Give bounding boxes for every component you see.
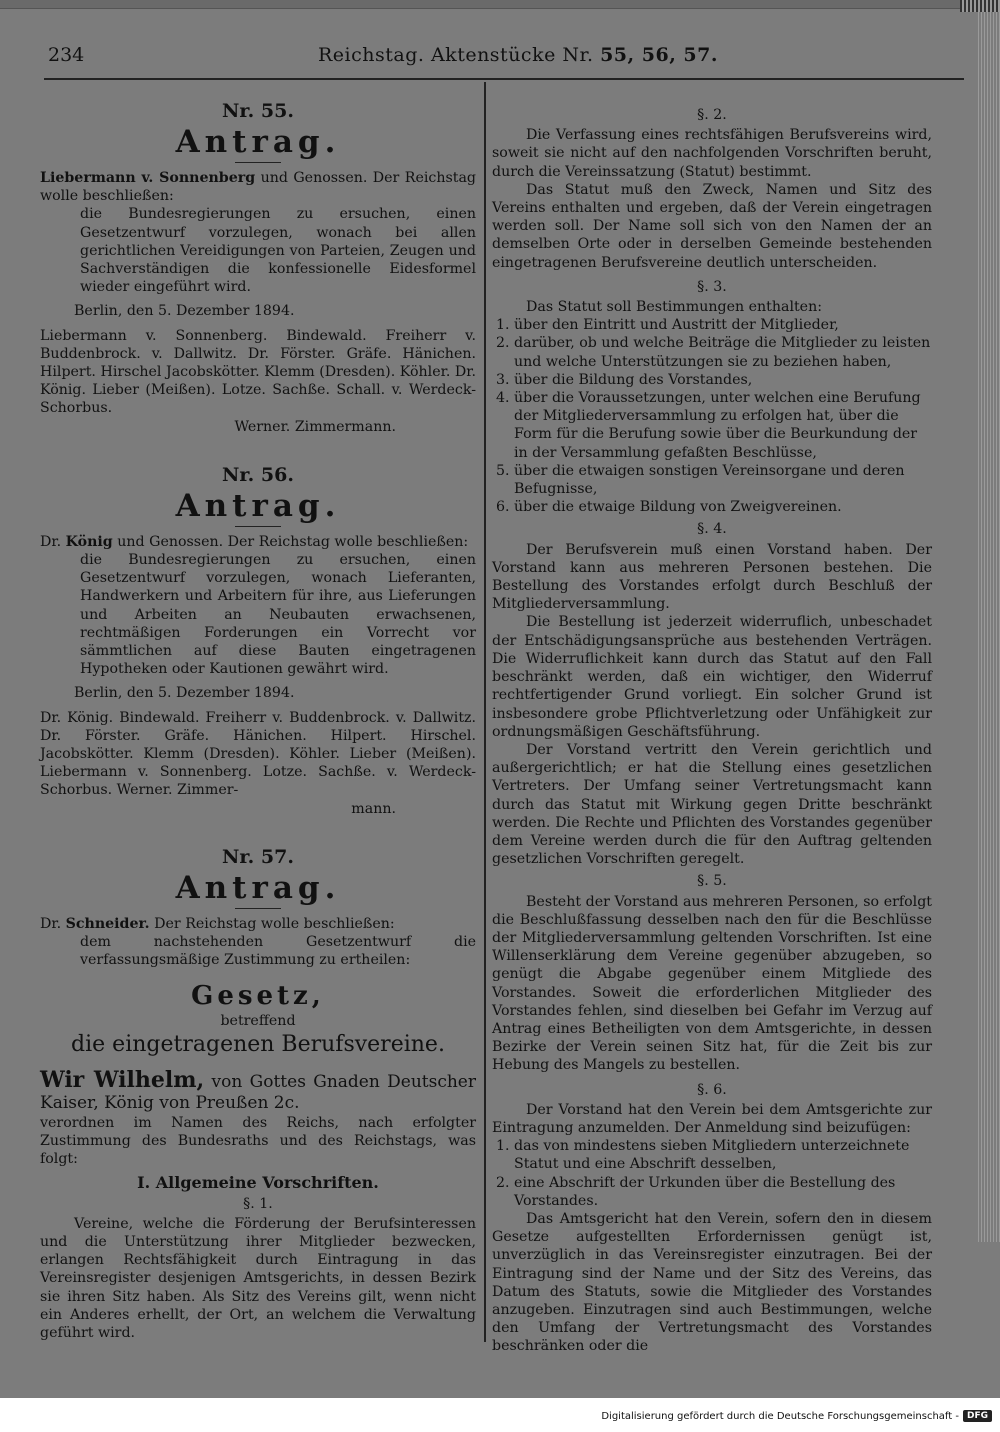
doc57-body: dem nachstehenden Gesetzentwurf die verfassungsmäßige Zustimmung zu ertheilen: (80, 934, 476, 969)
paragraph-1-heading: §. 1. (243, 1195, 273, 1212)
doc56-author: König (65, 533, 113, 550)
list-item: 1. das von mindestens sieben Mitgliedern unterzeichnete Statut und eine Abschrift desselben, (496, 1138, 910, 1173)
paragraph-3-intro: Das Statut soll Bestimmungen enthalten: (526, 299, 822, 316)
paragraph-4c: Der Vorstand vertritt den Verein gerichtlich und außergerichtlich; er hat die Stellung eines gesetzlichen Vertreters. Der Umfang seiner Vertretungsmacht kann durch das Statut mit Wirkung gegen Dritte beschränkt werden. Die Rechte und Pflichten des Vorstandes gegenüber dem Vereine werden durch die für den Auftrag geltenden gesetzlichen Vorschriften geregelt. (492, 741, 932, 868)
doc56-number: Nr. 56. (222, 463, 294, 486)
page-number: 234 (48, 44, 85, 66)
paragraph-5-text: Besteht der Vorstand aus mehreren Personen, so erfolgt die Beschlußfassung desselben nach den für die Beschlüsse der Mitgliederversammlung geltenden Vorschriften. Ist eine Willenserklärung dem Vereine gegenüber abzugeben, so genügt die Abgabe gegenüber einem Mitgliede des Vorstandes. Soweit die erforderlichen Mitglieder des Vorstandes fehlen, sind dieselben bei Gefahr im Verzug auf Antrag eines Betheiligten von dem Amtsgerichte, in dessen Bezirke der Verein seinen Sitz hat, für die Zeit bis zur Hebung des Mangels zu bestellen. (492, 893, 932, 1074)
paragraph-4-heading: §. 4. (697, 521, 727, 538)
running-head (318, 44, 718, 66)
doc55-intro-text: und Genossen. Der Reichstag wolle beschließen: (40, 170, 476, 205)
paragraph-2-heading: §. 2. (697, 107, 727, 123)
doc55-signatories-end: Werner. Zimmermann. (234, 418, 396, 435)
doc55-body: die Bundesregierungen zu ersuchen, einen Gesetzentwurf vorzulegen, wonach bei allen gerichtlichen Vereidigungen von Parteien, Zeugen und Sachverständigen die konfessionelle Eidesformel wieder eingeführt wird. (80, 206, 476, 296)
doc55-author: Liebermann v. Sonnenberg (40, 170, 256, 186)
footer-text: Digitalisierung gefördert durch die Deutsche Forschungsgemeinschaft - (601, 1410, 959, 1422)
doc57-title: Antrag. (175, 869, 341, 906)
scan-edge-marks (960, 0, 1000, 12)
doc55-title: Antrag. (175, 124, 341, 160)
running-head-numbers: 55, 56, 57. (600, 44, 718, 66)
paragraph-5-heading: §. 5. (697, 873, 727, 890)
header-rule (44, 78, 964, 80)
paragraph-6-heading: §. 6. (697, 1081, 727, 1098)
doc57-intro (40, 915, 476, 933)
doc55-date: Berlin, den 5. Dezember 1894. (74, 303, 295, 320)
column-divider (484, 82, 486, 1342)
doc55-intro (40, 169, 476, 205)
doc56-rule (235, 526, 281, 527)
running-head-text: Reichstag. Aktenstücke Nr. (318, 44, 594, 66)
list-item: 1. über den Eintritt und Austritt der Mitglieder, (496, 317, 839, 334)
doc57-rule (235, 908, 281, 909)
left-column (40, 96, 476, 1342)
paragraph-1-text: Vereine, welche die Förderung der Berufsinteressen und die Unterstützung ihrer Mitglieder bezwecken, erlangen Rechtsfähigkeit durch Eintragung in das Vereinsregister desjenigen Amtsgerichts, in dessen Bezirk sie ihren Sitz haben. Als Sitz des Vereins gilt, wenn nicht ein Anderes erhellt, der Ort, an welchem die Verwaltung geführt wird. (40, 1215, 476, 1341)
paragraph-6b: Das Amtsgericht hat den Verein, sofern den in diesem Gesetze aufgestellten Erfordernissen genügt ist, unverzüglich in das Vereinsregister einzutragen. Bei der Eintragung sind der Name und der Sitz des Vereins, das Datum des Statuts, sowie die Mitglieder des Vorstandes anzugeben. Einzutragen sind auch Bestimmungen, welche den Umfang der Vertretungsmacht des Vorstandes beschränken oder die (492, 1210, 932, 1355)
doc57-author: Schneider. (65, 915, 150, 932)
law-betreffend: betreffend (220, 1012, 296, 1029)
list-item: 2. eine Abschrift der Urkunden über die Bestellung des Vorstandes. (496, 1174, 896, 1209)
doc56-signatories-end: mann. (351, 800, 396, 817)
verordnen-text: verordnen im Namen des Reichs, nach erfolgter Zustimmung des Bundesraths und des Reichstags, was folgt: (40, 1114, 476, 1168)
doc56-title: Antrag. (175, 487, 341, 524)
doc55-number: Nr. 55. (222, 100, 294, 122)
paragraph-4a: Der Berufsverein muß einen Vorstand haben. Der Vorstand kann aus mehreren Personen bestehen. Die Bestellung des Vorstandes erfolgt durch Beschluß der Mitgliederversammlung. (492, 541, 932, 613)
paragraph-2a: Die Verfassung eines rechtsfähigen Berufsvereins wird, soweit sie nicht auf den nachfolgenden Vorschriften beruht, durch die Vereinssatzung (Statut) bestimmt. (492, 127, 932, 180)
law-subject: die eingetragenen Berufsvereine. (71, 1031, 445, 1057)
list-item: 5. über die etwaigen sonstigen Vereinsorgane und deren Befugnisse, (496, 462, 905, 498)
doc57-number: Nr. 57. (222, 845, 294, 868)
doc56-intro-text: und Genossen. Der Reichstag wolle beschließen: (112, 533, 469, 550)
doc56-prefix: Dr. (40, 533, 66, 550)
dfg-logo-icon: DFG (963, 1410, 992, 1422)
doc55-signatories: Liebermann v. Sonnenberg. Bindewald. Freiherr v. Buddenbrock. v. Dallwitz. Dr. Förster. Gräfe. Hänichen. Hilpert. Hirschel Jacobskötter. Klemm (Dresden). Köhler. Dr. König. Lieber (Meißen). Lotze. Sachße. Schall. v. Werdeck-Schorbus. (40, 327, 476, 417)
list-item: 2. darüber, ob und welche Beiträge die Mitglieder zu leisten und welche Unterstützungen sie zu beziehen haben, (496, 335, 931, 370)
doc56-body: die Bundesregierungen zu ersuchen, einen Gesetzentwurf vorzulegen, wonach Lieferanten, Handwerkern und Arbeitern für ihre, aus Lieferungen und Arbeiten an Neubauten erwachsenen, rechtmäßigen Forderungen ein Vorrecht vor sämmtlichen auf diese Bauten eingetragenen Hypotheken oder Kautionen gewährt wird. (80, 552, 476, 678)
paragraph-3-heading: §. 3. (697, 278, 727, 295)
scan-edge-shadow (978, 12, 1000, 1242)
enacting-name: Wir Wilhelm, (40, 1066, 205, 1093)
paragraph-6-intro: Der Vorstand hat den Verein bei dem Amtsgerichte zur Eintragung anzumelden. Der Anmeldung sind beizufügen: (492, 1101, 932, 1136)
footer-credit (601, 1410, 992, 1422)
section-heading: I. Allgemeine Vorschriften. (137, 1173, 379, 1193)
paragraph-2b: Das Statut muß den Zweck, Namen und Sitz des Vereins enthalten und ergeben, daß der Verein eingetragen werden soll. Der Name soll sich von den Namen der an demselben Orte oder in derselben Gemeinde bestehenden eingetragenen Berufsvereine deutlich unterscheiden. (492, 181, 932, 271)
list-item: 3. über die Bildung des Vorstandes, (496, 371, 753, 388)
doc57-prefix: Dr. (40, 915, 66, 932)
list-item: 6. über die etwaige Bildung von Zweigvereinen. (496, 499, 842, 516)
doc56-intro (40, 533, 476, 551)
top-edge (0, 0, 1000, 9)
law-title: Gesetz, (191, 980, 325, 1011)
doc56-signatories: Dr. König. Bindewald. Freiherr v. Buddenbrock. v. Dallwitz. Dr. Förster. Gräfe. Hänichen. Hilpert. Hirschel. Jacobskötter. Klemm (Dresden). Köhler. Lieber (Meißen). Liebermann v. Sonnenberg. Lotze. Sachße. v. Werdeck-Schorbus. Werner. Zimmer- (40, 709, 476, 799)
right-column (492, 104, 932, 1356)
enacting-rest: von Gottes Gnaden Deutscher Kaiser, König von Preußen 2c. (40, 1071, 476, 1113)
doc56-date: Berlin, den 5. Dezember 1894. (74, 685, 295, 702)
doc55-rule (235, 162, 281, 163)
list-item: 4. über die Voraussetzungen, unter welchen eine Berufung der Mitgliederversammlung zu erfolgen hat, über die Form für die Berufung sowie über die Beurkundung der in der Versammlung gefaßten Beschlüsse, (496, 390, 921, 461)
enacting-clause (40, 1066, 476, 1114)
doc57-intro-text: Der Reichstag wolle beschließen: (149, 915, 395, 932)
paragraph-4b: Die Bestellung ist jederzeit widerruflich, unbeschadet der Entschädigungsansprüche aus bestehenden Verträgen. Die Widerruflichkeit kann durch das Statut auf den Fall beschränkt werden, daß ein wichtiger, den Widerruf rechtfertigender Grund vorliegt. Ein solcher Grund ist insbesondere grobe Pflichtverletzung oder Unfähigkeit zur ordnungsmäßigen Geschäftsführung. (492, 614, 932, 740)
